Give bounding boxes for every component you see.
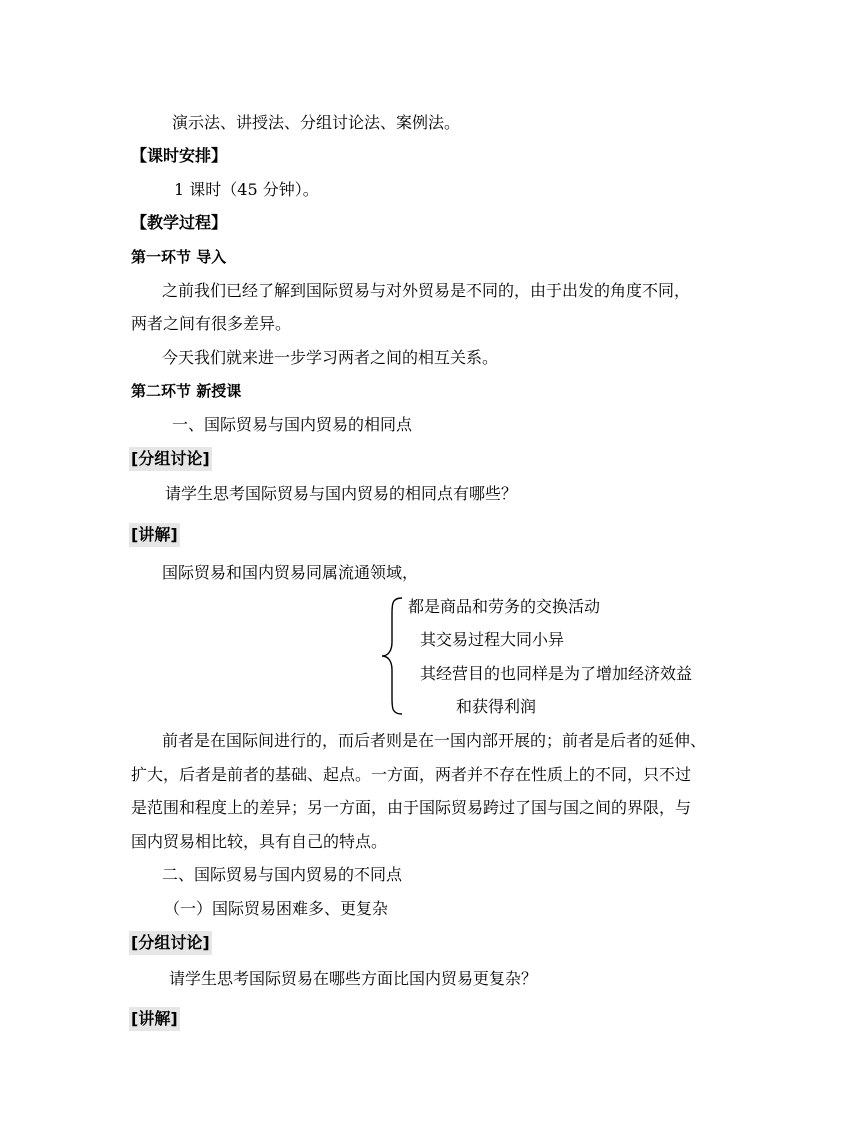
- subsection1-heading: （一）国际贸易困难多、更复杂: [164, 899, 389, 918]
- explanation-paragraph-line: 扩大，后者是前者的基础、起点。一方面，两者并不存在性质上的不同，只不过: [131, 765, 692, 784]
- curly-brace: [380, 596, 406, 716]
- discussion-prompt-2: 请学生思考国际贸易在哪些方面比国内贸易更复杂？: [169, 969, 538, 988]
- brace-item: 都是商品和劳务的交换活动: [408, 597, 601, 616]
- discussion-tag: [分组讨论]: [129, 447, 212, 471]
- step1-paragraph2: 今天我们就来进一步学习两者之间的相互关系。: [162, 348, 499, 367]
- step1-paragraph-line2: 两者之间有很多差异。: [131, 314, 292, 333]
- section2-heading: 二、国际贸易与国内贸易的不同点: [162, 865, 403, 884]
- process-heading: 【教学过程】: [131, 213, 228, 232]
- explanation-intro: 国际贸易和国内贸易同属流通领域，: [162, 563, 419, 582]
- schedule-text: 1 课时（45 分钟）。: [174, 180, 319, 199]
- explanation-paragraph-line: 国内贸易相比较，具有自己的特点。: [131, 832, 388, 851]
- brace-item: 和获得利润: [456, 697, 537, 716]
- explanation-tag-2: [讲解]: [129, 1007, 180, 1031]
- explanation-paragraph-line: 前者是在国际间进行的，而后者则是在一国内部开展的；前者是后者的延伸、: [162, 731, 707, 750]
- step2-title: 第二环节 新授课: [131, 382, 242, 400]
- explanation-tag: [讲解]: [129, 523, 180, 547]
- brace-item: 其交易过程大同小异: [420, 630, 565, 649]
- schedule-heading: 【课时安排】: [131, 146, 228, 165]
- discussion-prompt: 请学生思考国际贸易与国内贸易的相同点有哪些？: [165, 484, 518, 503]
- step1-paragraph-line1: 之前我们已经了解到国际贸易与对外贸易是不同的，由于出发的角度不同，: [162, 281, 691, 300]
- brace-item: 其经营目的也同样是为了增加经济效益: [420, 664, 693, 683]
- section1-heading: 一、国际贸易与国内贸易的相同点: [172, 415, 413, 434]
- teaching-methods-line: 演示法、讲授法、分组讨论法、案例法。: [172, 113, 461, 132]
- step1-title: 第一环节 导入: [131, 248, 227, 266]
- explanation-paragraph-line: 是范围和程度上的差异；另一方面，由于国际贸易跨过了国与国之间的界限，与: [131, 798, 692, 817]
- discussion-tag-2: [分组讨论]: [129, 931, 212, 955]
